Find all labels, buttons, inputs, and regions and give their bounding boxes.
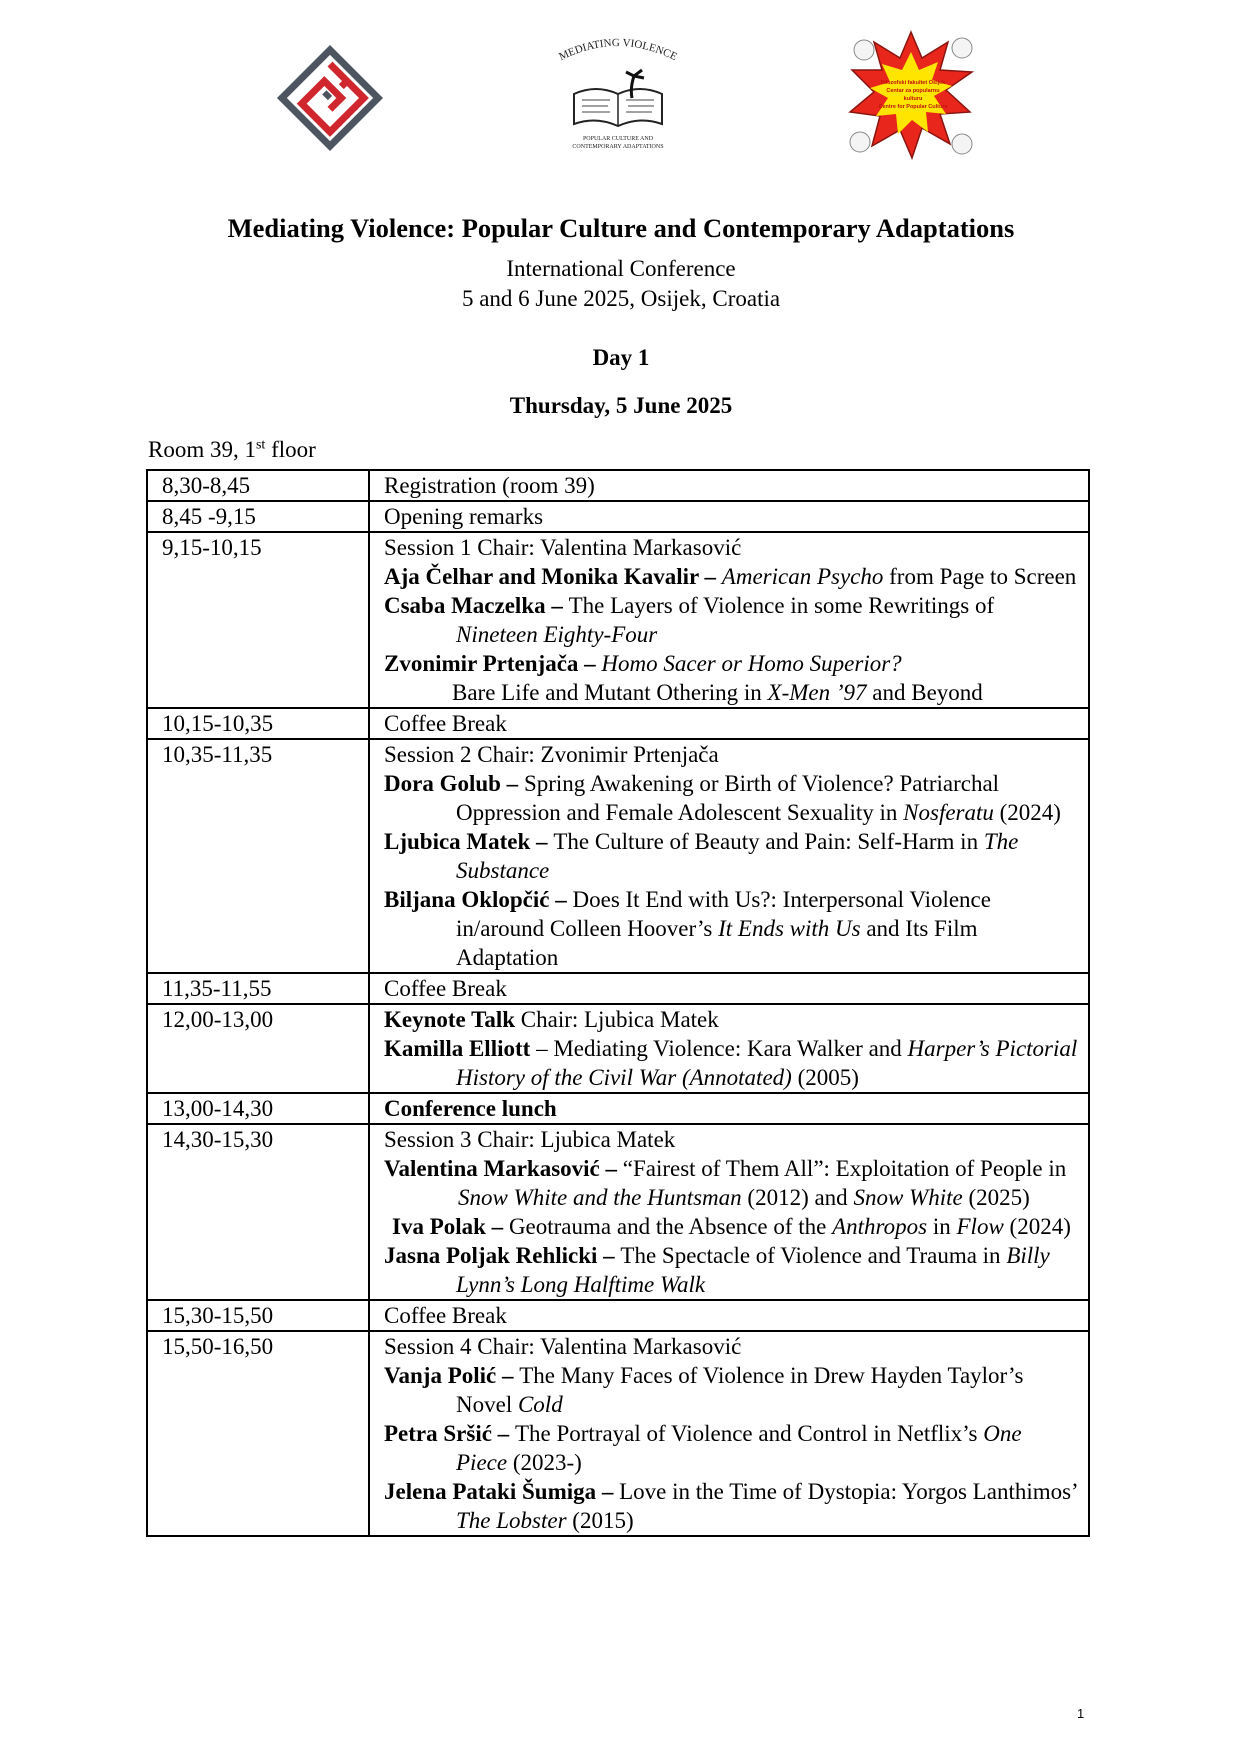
table-row xyxy=(147,1004,1089,1093)
talk-entry: Dora Golub – Spring Awakening or Birth of Violence? Patriarchal Oppression and Female Adolescent Sexuality in Nosferatu (2024) xyxy=(384,771,1061,825)
logo-right-line3: kulturu xyxy=(903,96,923,102)
event-cell: Coffee Break xyxy=(369,1300,1089,1331)
session-chair: Session 4 Chair: Valentina Markasović xyxy=(384,1334,742,1359)
page-number: 1 xyxy=(1077,1706,1085,1721)
keynote-chair: Keynote Talk Chair: Ljubica Matek xyxy=(384,1007,719,1032)
table-row xyxy=(147,532,1089,708)
logo-bottom-text-2: CONTEMPORARY ADAPTATIONS xyxy=(572,144,664,150)
session-cell xyxy=(369,1124,1089,1300)
table-row xyxy=(147,1331,1089,1536)
event-cell: Opening remarks xyxy=(369,501,1089,532)
talk-entry: Jelena Pataki Šumiga – Love in the Time of Dystopia: Yorgos Lanthimos’ The Lobster (2015) xyxy=(384,1479,1078,1533)
time-cell: 8,30-8,45 xyxy=(147,470,369,501)
table-row xyxy=(147,739,1089,973)
talk-entry: Csaba Maczelka – The Layers of Violence in some Rewritings of Nineteen Eighty-Four xyxy=(384,593,995,647)
table-row xyxy=(147,1093,1089,1124)
time-cell: 15,30-15,50 xyxy=(147,1300,369,1331)
conference-title: Mediating Violence: Popular Culture and Contemporary Adaptations xyxy=(227,213,1015,243)
talk-entry: Valentina Markasović – “Fairest of Them All”: Exploitation of People in Snow White and the Huntsman (2012) and Snow White (2025) xyxy=(384,1156,1067,1210)
table-row xyxy=(147,470,1089,501)
room-label: Room 39, 1st floor xyxy=(148,437,316,462)
day-heading: Day 1 xyxy=(592,345,650,370)
time-cell: 11,35-11,55 xyxy=(147,973,369,1004)
event-cell: Registration (room 39) xyxy=(369,470,1089,501)
event-cell: Conference lunch xyxy=(369,1093,1089,1124)
table-row xyxy=(147,1300,1089,1331)
talk-entry: Kamilla Elliott – Mediating Violence: Kara Walker and Harper’s Pictorial History of the Civil War (Annotated) (2005) xyxy=(384,1036,1078,1090)
logo-right-line1: Filozofski fakultet Osijek xyxy=(880,80,946,86)
date-heading: Thursday, 5 June 2025 xyxy=(509,393,733,418)
schedule-table xyxy=(146,469,1090,1537)
session-chair: Session 1 Chair: Valentina Markasović xyxy=(384,535,742,560)
event-cell: Coffee Break xyxy=(369,708,1089,739)
talk-entry: Petra Sršić – The Portrayal of Violence and Control in Netflix’s One Piece (2023-) xyxy=(384,1421,1022,1475)
talk-entry: Iva Polak – Geotrauma and the Absence of the Anthropos in Flow (2024) xyxy=(392,1214,1071,1239)
logo-right-line4: Centre for Popular Culture xyxy=(878,104,948,110)
svg-text:MEDIATING VIOLENCE xyxy=(557,37,679,63)
logo-arc-text: MEDIATING VIOLENCE xyxy=(557,36,679,64)
conference-subtitle: International Conference xyxy=(506,256,736,281)
logo-right-line2: Centar za popularnu xyxy=(886,88,940,94)
table-row xyxy=(147,1124,1089,1300)
centre-popular-culture-logo xyxy=(844,28,978,164)
time-cell: 8,45 -9,15 xyxy=(147,501,369,532)
talk-entry: Zvonimir Prtenjača – Homo Sacer or Homo Superior? xyxy=(384,651,902,676)
time-cell: 12,00-13,00 xyxy=(147,1004,369,1093)
time-cell: 15,50-16,50 xyxy=(147,1331,369,1536)
table-row xyxy=(147,973,1089,1004)
time-cell: 10,15-10,35 xyxy=(147,708,369,739)
session-cell xyxy=(369,739,1089,973)
talk-entry: Ljubica Matek – The Culture of Beauty and Pain: Self-Harm in The Substance xyxy=(384,829,1019,883)
talk-entry: Aja Čelhar and Monika Kavalir – American Psycho from Page to Screen xyxy=(384,564,1077,589)
talk-entry-continued: Bare Life and Mutant Othering in X-Men ’97 and Beyond xyxy=(452,680,983,705)
mediating-violence-logo xyxy=(548,28,688,156)
time-cell: 13,00-14,30 xyxy=(147,1093,369,1124)
table-row xyxy=(147,501,1089,532)
session-cell xyxy=(369,532,1089,708)
session-cell xyxy=(369,1331,1089,1536)
table-row xyxy=(147,708,1089,739)
maze-logo xyxy=(276,44,384,152)
talk-entry: Biljana Oklopčić – Does It End with Us?: Interpersonal Violence in/around Colleen Hoover’s It Ends with Us and Its Film Adaptation xyxy=(384,887,991,970)
conference-dateline: 5 and 6 June 2025, Osijek, Croatia xyxy=(461,286,781,311)
keynote-cell xyxy=(369,1004,1089,1093)
talk-entry: Vanja Polić – The Many Faces of Violence in Drew Hayden Taylor’s Novel Cold xyxy=(384,1363,1024,1417)
event-cell: Coffee Break xyxy=(369,973,1089,1004)
time-cell: 14,30-15,30 xyxy=(147,1124,369,1300)
session-chair: Session 2 Chair: Zvonimir Prtenjača xyxy=(384,742,719,767)
session-chair: Session 3 Chair: Ljubica Matek xyxy=(384,1127,676,1152)
talk-entry: Jasna Poljak Rehlicki – The Spectacle of Violence and Trauma in Billy Lynn’s Long Halftime Walk xyxy=(384,1243,1050,1297)
logo-bottom-text-1: POPULAR CULTURE AND xyxy=(582,136,654,142)
time-cell: 9,15-10,15 xyxy=(147,532,369,708)
time-cell: 10,35-11,35 xyxy=(147,739,369,973)
